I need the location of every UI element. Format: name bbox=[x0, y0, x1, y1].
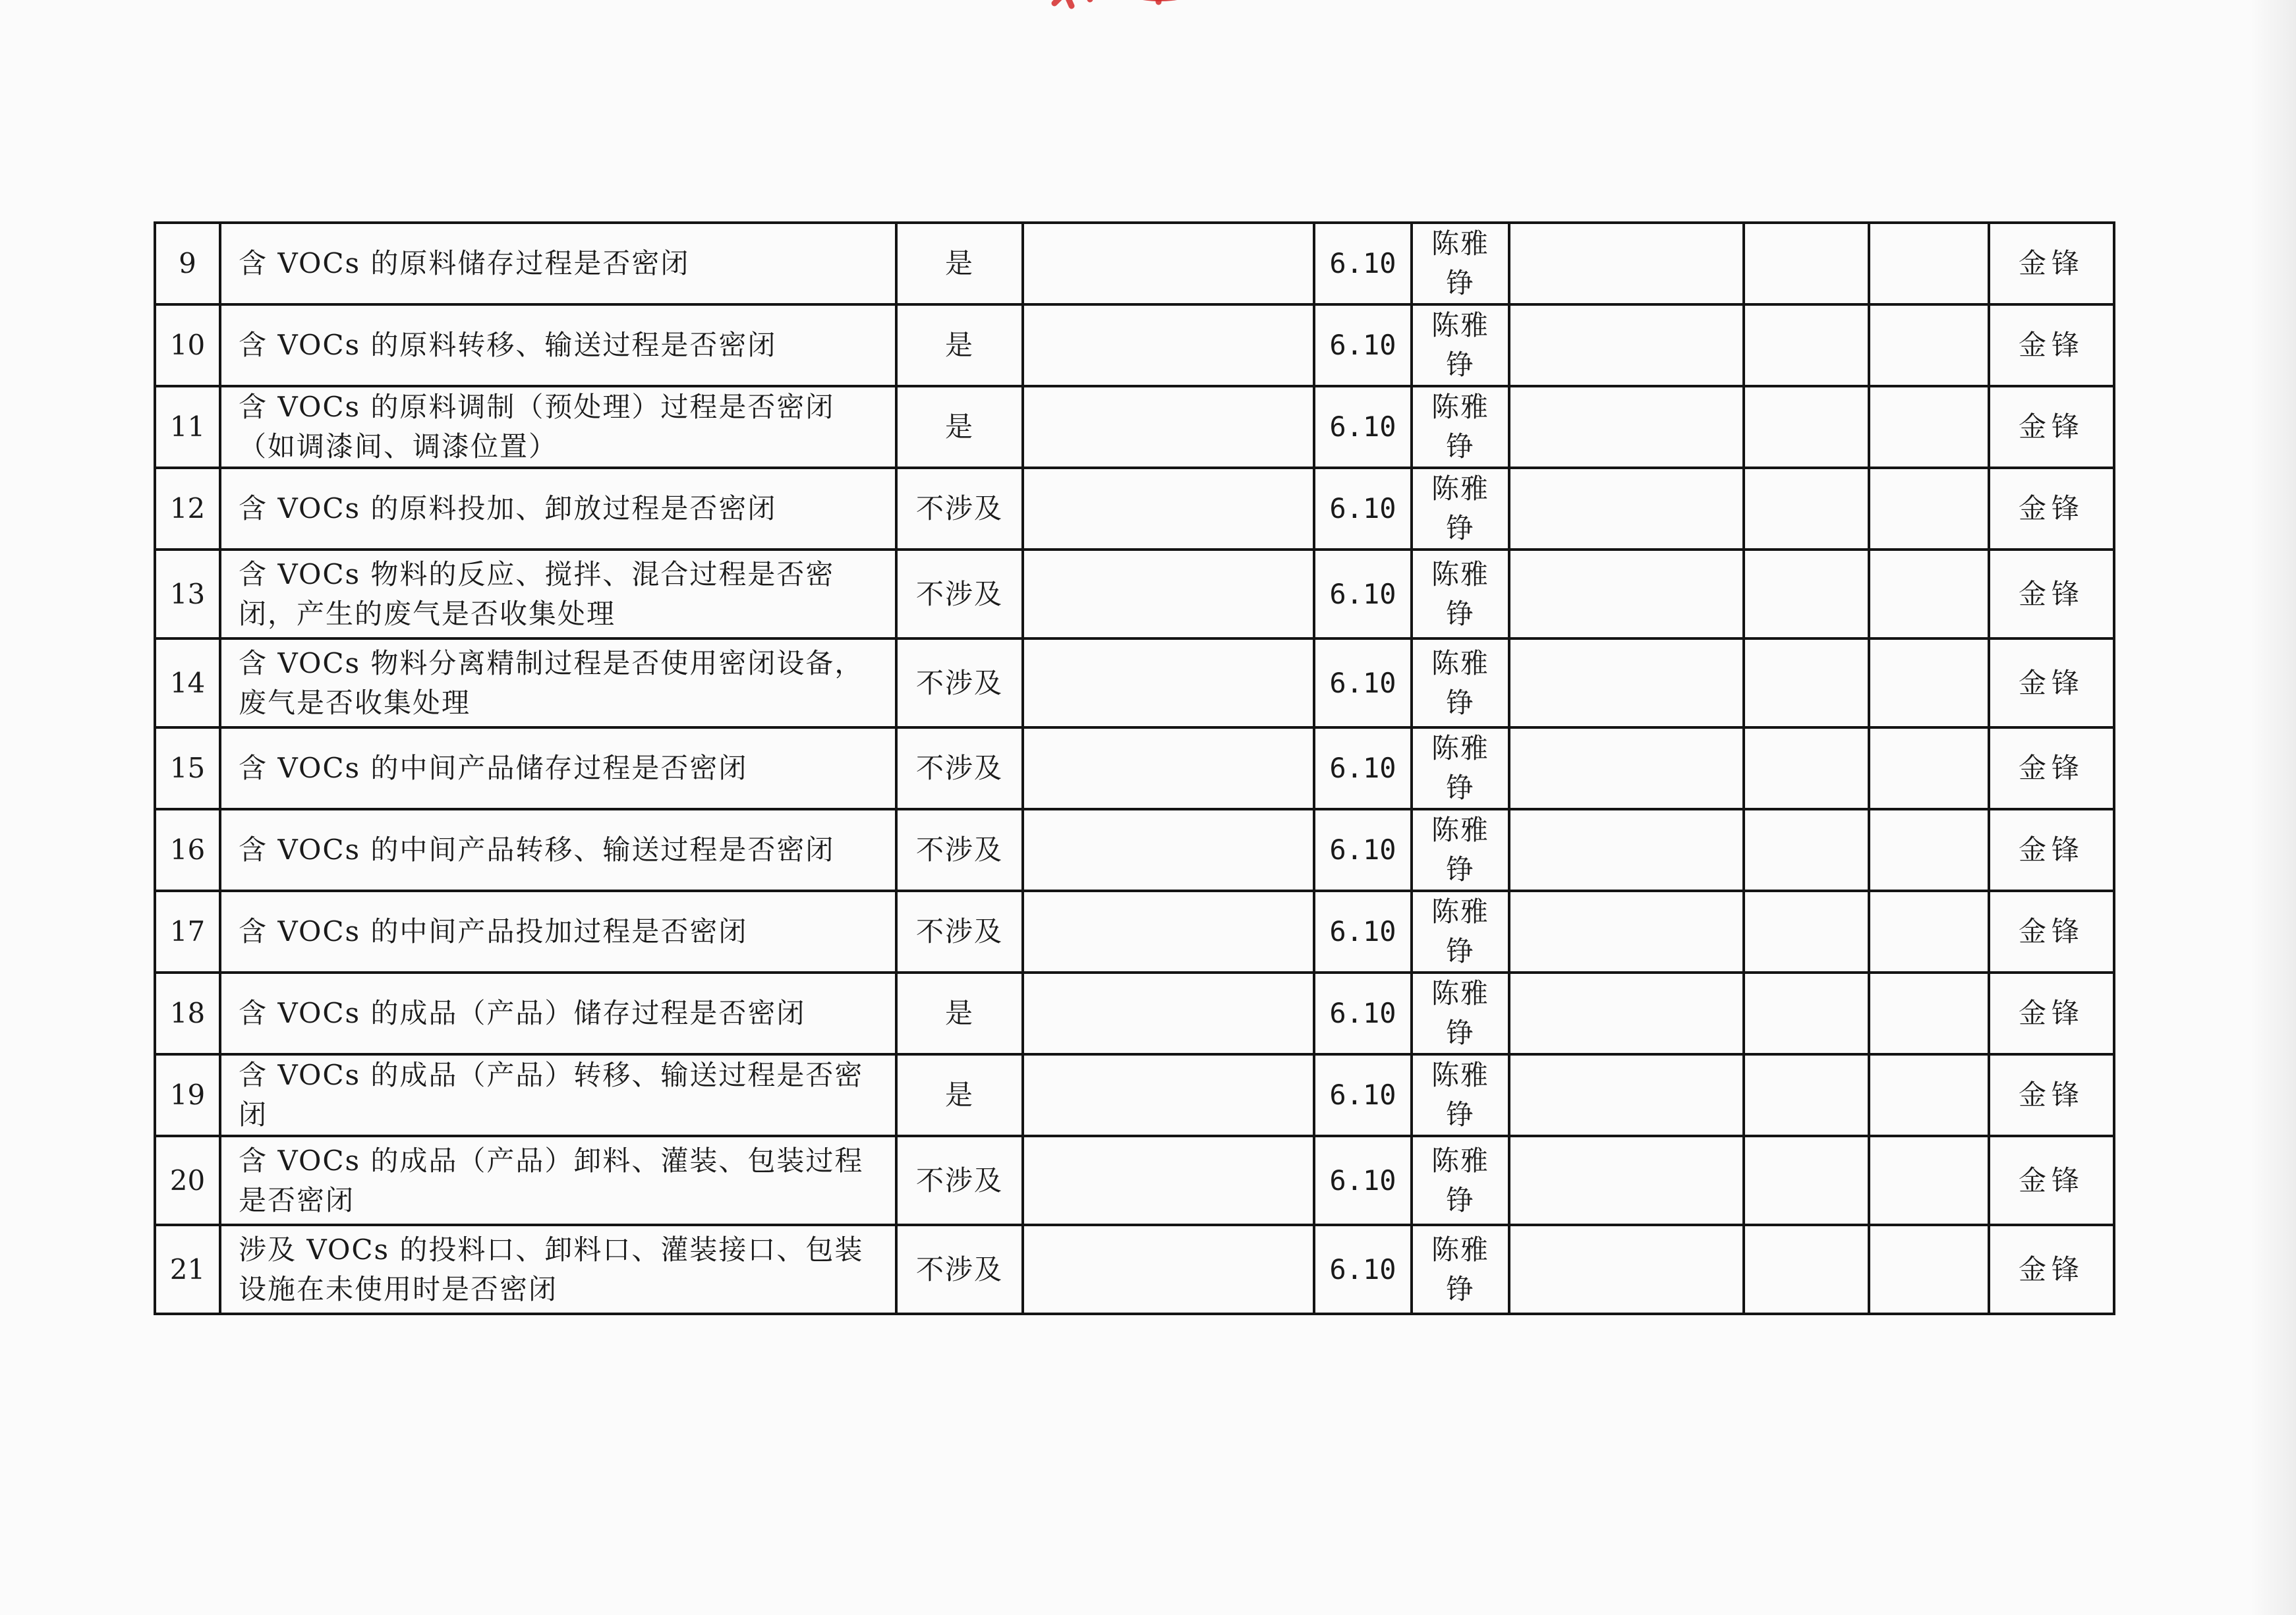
blank-cell bbox=[1744, 727, 1869, 809]
blank-cell bbox=[1869, 638, 1989, 727]
check-result: 是 bbox=[896, 973, 1023, 1054]
row-number: 17 bbox=[155, 891, 220, 973]
check-item: 含 VOCs 的中间产品转移、输送过程是否密闭 bbox=[220, 809, 896, 891]
blank-cell bbox=[1869, 891, 1989, 973]
table-row bbox=[155, 727, 2114, 809]
table-row bbox=[155, 386, 2114, 468]
reviewer-name: 金锋 bbox=[1989, 386, 2114, 468]
blank-cell bbox=[1023, 223, 1314, 304]
check-result: 不涉及 bbox=[896, 638, 1023, 727]
check-item: 含 VOCs 物料分离精制过程是否使用密闭设备，废气是否收集处理 bbox=[220, 638, 896, 727]
blank-cell bbox=[1509, 468, 1744, 550]
row-number: 14 bbox=[155, 638, 220, 727]
check-result: 不涉及 bbox=[896, 727, 1023, 809]
blank-cell bbox=[1509, 973, 1744, 1054]
table-row bbox=[155, 891, 2114, 973]
check-item: 含 VOCs 的原料投加、卸放过程是否密闭 bbox=[220, 468, 896, 550]
row-number: 16 bbox=[155, 809, 220, 891]
blank-cell bbox=[1744, 223, 1869, 304]
check-result: 不涉及 bbox=[896, 550, 1023, 638]
blank-cell bbox=[1744, 1225, 1869, 1314]
reviewer-name: 金锋 bbox=[1989, 223, 2114, 304]
inspector-name: 陈雅 铮 bbox=[1412, 223, 1509, 304]
inspector-name: 陈雅 铮 bbox=[1412, 550, 1509, 638]
blank-cell bbox=[1869, 973, 1989, 1054]
reviewer-name: 金锋 bbox=[1989, 1136, 2114, 1225]
check-item: 含 VOCs 的成品（产品）转移、输送过程是否密闭 bbox=[220, 1054, 896, 1136]
reviewer-name: 金锋 bbox=[1989, 550, 2114, 638]
inspector-name: 陈雅 铮 bbox=[1412, 468, 1509, 550]
blank-cell bbox=[1023, 1225, 1314, 1314]
blank-cell bbox=[1023, 386, 1314, 468]
inspector-name: 陈雅 铮 bbox=[1412, 809, 1509, 891]
check-date: 6.10 bbox=[1314, 809, 1412, 891]
blank-cell bbox=[1869, 1225, 1989, 1314]
check-result: 不涉及 bbox=[896, 1136, 1023, 1225]
blank-cell bbox=[1023, 638, 1314, 727]
red-seal-stamp bbox=[1008, 0, 1311, 46]
blank-cell bbox=[1509, 550, 1744, 638]
table-row bbox=[155, 468, 2114, 550]
row-number: 19 bbox=[155, 1054, 220, 1136]
check-date: 6.10 bbox=[1314, 468, 1412, 550]
blank-cell bbox=[1869, 809, 1989, 891]
check-date: 6.10 bbox=[1314, 973, 1412, 1054]
row-number: 9 bbox=[155, 223, 220, 304]
blank-cell bbox=[1869, 550, 1989, 638]
row-number: 18 bbox=[155, 973, 220, 1054]
check-item: 涉及 VOCs 的投料口、卸料口、灌装接口、包装设施在未使用时是否密闭 bbox=[220, 1225, 896, 1314]
blank-cell bbox=[1509, 1054, 1744, 1136]
check-item: 含 VOCs 的成品（产品）储存过程是否密闭 bbox=[220, 973, 896, 1054]
reviewer-name: 金锋 bbox=[1989, 1054, 2114, 1136]
inspector-name: 陈雅 铮 bbox=[1412, 727, 1509, 809]
scan-edge-shadow bbox=[2250, 0, 2296, 1615]
blank-cell bbox=[1509, 223, 1744, 304]
blank-cell bbox=[1869, 1054, 1989, 1136]
check-result: 不涉及 bbox=[896, 891, 1023, 973]
table-row bbox=[155, 304, 2114, 386]
check-result: 是 bbox=[896, 304, 1023, 386]
reviewer-name: 金锋 bbox=[1989, 809, 2114, 891]
blank-cell bbox=[1869, 386, 1989, 468]
check-date: 6.10 bbox=[1314, 550, 1412, 638]
check-date: 6.10 bbox=[1314, 727, 1412, 809]
blank-cell bbox=[1509, 809, 1744, 891]
check-date: 6.10 bbox=[1314, 1054, 1412, 1136]
blank-cell bbox=[1023, 1054, 1314, 1136]
blank-cell bbox=[1869, 304, 1989, 386]
check-item: 含 VOCs 的中间产品储存过程是否密闭 bbox=[220, 727, 896, 809]
table-row bbox=[155, 809, 2114, 891]
blank-cell bbox=[1744, 1054, 1869, 1136]
blank-cell bbox=[1869, 468, 1989, 550]
blank-cell bbox=[1509, 638, 1744, 727]
blank-cell bbox=[1023, 973, 1314, 1054]
reviewer-name: 金锋 bbox=[1989, 304, 2114, 386]
inspector-name: 陈雅 铮 bbox=[1412, 891, 1509, 973]
blank-cell bbox=[1509, 891, 1744, 973]
check-result: 是 bbox=[896, 1054, 1023, 1136]
inspector-name: 陈雅 铮 bbox=[1412, 1136, 1509, 1225]
inspector-name: 陈雅 铮 bbox=[1412, 304, 1509, 386]
check-item: 含 VOCs 的中间产品投加过程是否密闭 bbox=[220, 891, 896, 973]
blank-cell bbox=[1744, 1136, 1869, 1225]
blank-cell bbox=[1744, 304, 1869, 386]
reviewer-name: 金锋 bbox=[1989, 638, 2114, 727]
check-date: 6.10 bbox=[1314, 386, 1412, 468]
blank-cell bbox=[1023, 1136, 1314, 1225]
blank-cell bbox=[1869, 727, 1989, 809]
check-date: 6.10 bbox=[1314, 638, 1412, 727]
inspector-name: 陈雅 铮 bbox=[1412, 1054, 1509, 1136]
blank-cell bbox=[1023, 809, 1314, 891]
check-result: 不涉及 bbox=[896, 1225, 1023, 1314]
check-result: 不涉及 bbox=[896, 809, 1023, 891]
reviewer-name: 金锋 bbox=[1989, 1225, 2114, 1314]
row-number: 20 bbox=[155, 1136, 220, 1225]
table-row bbox=[155, 973, 2114, 1054]
row-number: 10 bbox=[155, 304, 220, 386]
blank-cell bbox=[1744, 809, 1869, 891]
reviewer-name: 金锋 bbox=[1989, 727, 2114, 809]
row-number: 11 bbox=[155, 386, 220, 468]
check-item: 含 VOCs 物料的反应、搅拌、混合过程是否密闭，产生的废气是否收集处理 bbox=[220, 550, 896, 638]
check-result: 不涉及 bbox=[896, 468, 1023, 550]
check-item: 含 VOCs 的原料储存过程是否密闭 bbox=[220, 223, 896, 304]
reviewer-name: 金锋 bbox=[1989, 468, 2114, 550]
reviewer-name: 金锋 bbox=[1989, 891, 2114, 973]
inspector-name: 陈雅 铮 bbox=[1412, 638, 1509, 727]
check-date: 6.10 bbox=[1314, 891, 1412, 973]
table-row bbox=[155, 1225, 2114, 1314]
table-row bbox=[155, 1054, 2114, 1136]
inspector-name: 陈雅 铮 bbox=[1412, 973, 1509, 1054]
blank-cell bbox=[1744, 550, 1869, 638]
blank-cell bbox=[1023, 468, 1314, 550]
blank-cell bbox=[1869, 1136, 1989, 1225]
check-result: 是 bbox=[896, 386, 1023, 468]
blank-cell bbox=[1509, 1136, 1744, 1225]
blank-cell bbox=[1023, 550, 1314, 638]
blank-cell bbox=[1023, 304, 1314, 386]
check-item: 含 VOCs 的成品（产品）卸料、灌装、包装过程是否密闭 bbox=[220, 1136, 896, 1225]
check-date: 6.10 bbox=[1314, 223, 1412, 304]
blank-cell bbox=[1744, 973, 1869, 1054]
check-item: 含 VOCs 的原料转移、输送过程是否密闭 bbox=[220, 304, 896, 386]
table-row bbox=[155, 638, 2114, 727]
table-row bbox=[155, 1136, 2114, 1225]
check-date: 6.10 bbox=[1314, 304, 1412, 386]
check-result: 是 bbox=[896, 223, 1023, 304]
table-row bbox=[155, 550, 2114, 638]
blank-cell bbox=[1869, 223, 1989, 304]
row-number: 12 bbox=[155, 468, 220, 550]
inspection-table-body bbox=[155, 223, 2114, 1314]
blank-cell bbox=[1023, 727, 1314, 809]
row-number: 15 bbox=[155, 727, 220, 809]
blank-cell bbox=[1509, 727, 1744, 809]
blank-cell bbox=[1023, 891, 1314, 973]
row-number: 21 bbox=[155, 1225, 220, 1314]
inspector-name: 陈雅 铮 bbox=[1412, 386, 1509, 468]
check-date: 6.10 bbox=[1314, 1225, 1412, 1314]
blank-cell bbox=[1744, 891, 1869, 973]
check-item: 含 VOCs 的原料调制（预处理）过程是否密闭（如调漆间、调漆位置） bbox=[220, 386, 896, 468]
blank-cell bbox=[1744, 468, 1869, 550]
blank-cell bbox=[1509, 304, 1744, 386]
reviewer-name: 金锋 bbox=[1989, 973, 2114, 1054]
check-date: 6.10 bbox=[1314, 1136, 1412, 1225]
inspection-table bbox=[154, 221, 2115, 1315]
table-row bbox=[155, 223, 2114, 304]
blank-cell bbox=[1744, 638, 1869, 727]
row-number: 13 bbox=[155, 550, 220, 638]
blank-cell bbox=[1509, 1225, 1744, 1314]
blank-cell bbox=[1744, 386, 1869, 468]
blank-cell bbox=[1509, 386, 1744, 468]
inspector-name: 陈雅 铮 bbox=[1412, 1225, 1509, 1314]
